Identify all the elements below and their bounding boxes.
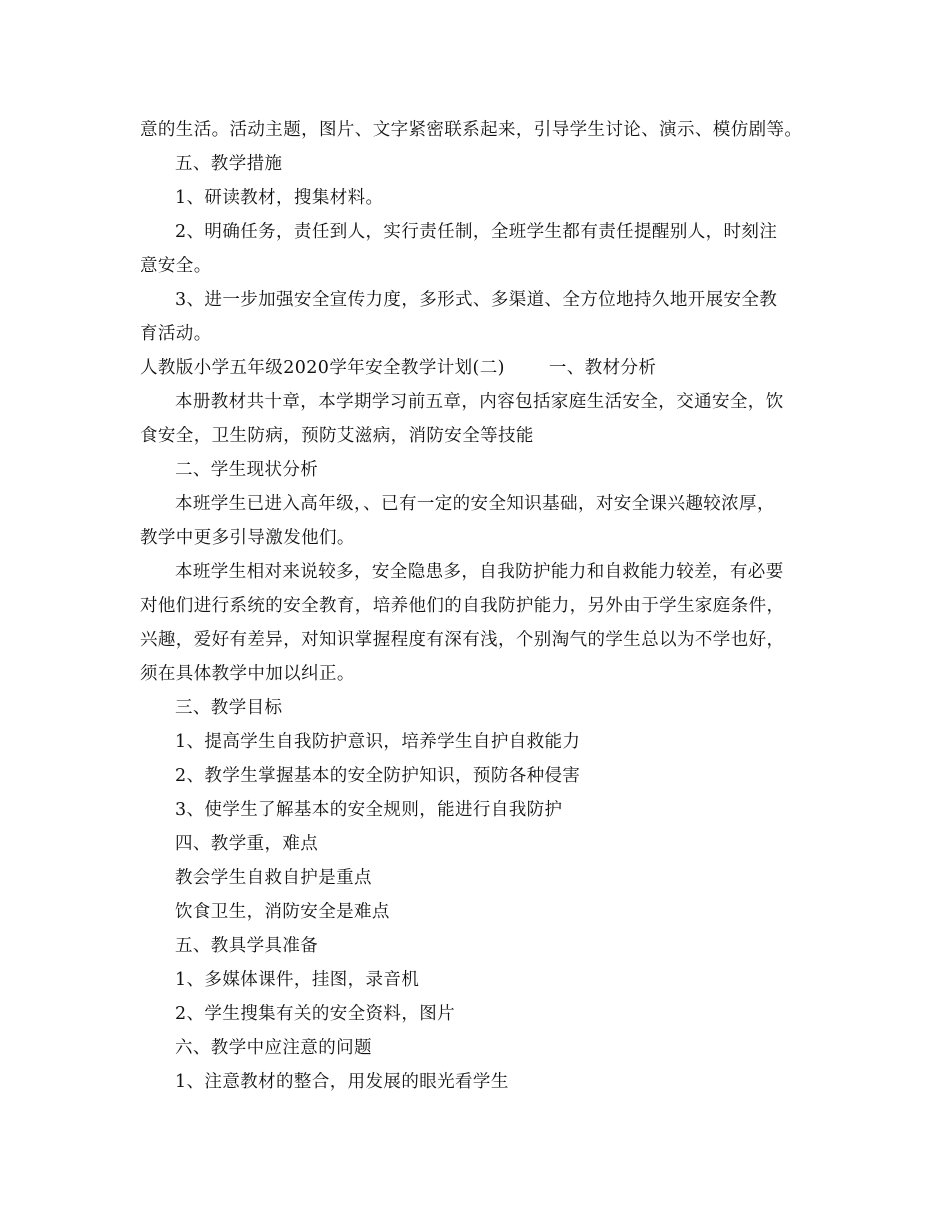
paragraph-line: 食安全，卫生防病，预防艾滋病，消防安全等技能 bbox=[140, 426, 534, 446]
section-heading: 一、教材分析 bbox=[548, 358, 657, 378]
list-item: 2、教学生掌握基本的安全防护知识，预防各种侵害 bbox=[175, 766, 581, 786]
document-title: 人教版小学五年级2020学年安全教学计划(二) bbox=[140, 358, 505, 378]
paragraph-line: 须在具体教学中加以纠正。 bbox=[140, 664, 355, 684]
list-item: 1、研读教材，搜集材料。 bbox=[175, 188, 384, 208]
paragraph-line: 对他们进行系统的安全教育，培养他们的自我防护能力，另外由于学生家庭条件， bbox=[140, 596, 785, 616]
paragraph-line: 本班学生已进入高年级，、已有一定的安全知识基础，对安全课兴趣较浓厚， bbox=[175, 494, 775, 514]
paragraph-line: 饮食卫生，消防安全是难点 bbox=[175, 902, 390, 922]
section-heading: 三、教学目标 bbox=[175, 698, 283, 718]
paragraph-line: 教学中更多引导激发他们。 bbox=[140, 528, 355, 548]
paragraph-line: 兴趣，爱好有差异，对知识掌握程度有深有浅，个别淘气的学生总以为不学也好， bbox=[140, 630, 785, 650]
paragraph-line: 意的生活。活动主题，图片、文字紧密联系起来，引导学生讨论、演示、模仿剧等。 bbox=[140, 120, 803, 140]
section-heading: 六、教学中应注意的问题 bbox=[175, 1038, 372, 1058]
section-heading: 二、学生现状分析 bbox=[175, 460, 319, 480]
document-title-row bbox=[140, 351, 950, 385]
paragraph-line: 育活动。 bbox=[140, 324, 212, 344]
section-heading: 五、教学措施 bbox=[175, 154, 283, 174]
list-item: 3、使学生了解基本的安全规则，能进行自我防护 bbox=[175, 800, 563, 820]
list-item: 3、进一步加强安全宣传力度，多形式、多渠道、全方位地持久地开展安全教 bbox=[175, 290, 778, 310]
list-item: 1、提高学生自我防护意识，培养学生自护自救能力 bbox=[175, 732, 581, 752]
paragraph-line: 本班学生相对来说较多，安全隐患多，自我防护能力和自救能力较差，有必要 bbox=[175, 562, 784, 582]
section-heading: 四、教学重，难点 bbox=[175, 834, 319, 854]
section-heading: 五、教具学具准备 bbox=[175, 936, 319, 956]
paragraph-line: 意安全。 bbox=[140, 256, 212, 276]
paragraph-line: 教会学生自救自护是重点 bbox=[175, 868, 372, 888]
list-item: 1、多媒体课件，挂图，录音机 bbox=[175, 970, 420, 990]
paragraph-line: 本册教材共十章，本学期学习前五章，内容包括家庭生活安全，交通安全，饮 bbox=[175, 392, 784, 412]
list-item: 1、注意教材的整合，用发展的眼光看学生 bbox=[175, 1072, 509, 1092]
list-item: 2、明确任务，责任到人，实行责任制，全班学生都有责任提醒别人，时刻注 bbox=[175, 222, 778, 242]
list-item: 2、学生搜集有关的安全资料，图片 bbox=[175, 1004, 456, 1024]
